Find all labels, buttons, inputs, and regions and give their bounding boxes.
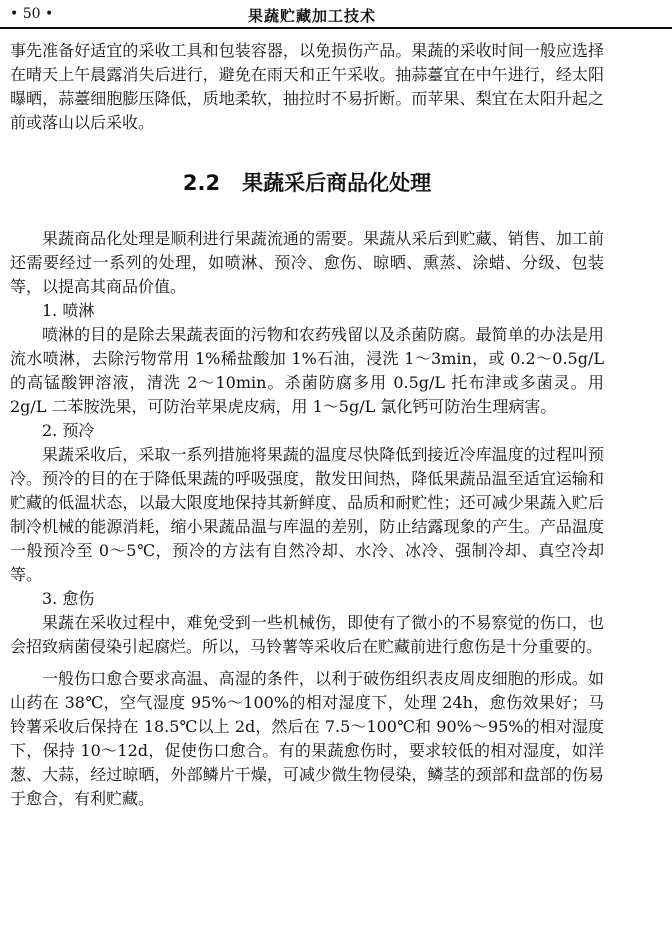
paragraph-healing: 果蔬在采收过程中，难免受到一些机械伤，即使有了微小的不易察觉的伤口，也会招致病菌侵染引起腐烂。所以，马铃薯等采收后在贮藏前进行愈伤是十分重要的。 (10, 613, 604, 656)
page-header (0, 0, 672, 34)
paragraph-continued: 事先准备好适宜的采收工具和包装容器，以免损伤产品。果蔬的采收时间一般应选择在晴天上午晨露消失后进行，避免在雨天和正午采收。抽蒜薹宜在中午进行，经太阳曝晒，蒜薹细胞膨压降低，质地柔软，抽拉时不易折断。而苹果、梨宜在太阳升起之前或落山以后采收。 (10, 41, 604, 132)
paragraph-healing-conditions: 一般伤口愈合要求高温、高湿的条件，以利于破伤组织表皮周皮细胞的形成。如山药在 38℃，空气湿度 95%～100%的相对湿度下，处理 24h，愈伤效果好；马铃薯采收后保持在 18.5℃以上 2d，然后在 7.5～100℃和 90%～95%的相对湿度下，保持 10～12d，促使伤口愈合。有的果蔬愈伤时，要求较低的相对湿度，如洋葱、大蒜，经过晾晒，外部鳞片干燥，可减少微生物侵染，鳞茎的颈部和盘部的伤易于愈合，有利贮藏。 (10, 669, 604, 808)
subheading-healing: 3. 愈伤 (42, 589, 95, 608)
section-heading (10, 169, 604, 197)
page-number: • 50 • (10, 6, 54, 22)
paragraph-spray: 喷淋的目的是除去果蔬表面的污物和农药残留以及杀菌防腐。最简单的办法是用流水喷淋，去除污物常用 1%稀盐酸加 1%石油，浸洗 1～3min，或 0.2～0.5g/L 的高锰酸钾溶液，清洗 2～10min。杀菌防腐多用 0.5g/L 托布津或多菌灵。用 2g/L 二苯胺洗果，可防治苹果虎皮病，用 1～5g/L 氯化钙可防治生理病害。 (10, 325, 604, 416)
subheading-precool: 2. 预冷 (42, 421, 95, 440)
subheading-spray: 1. 喷淋 (42, 301, 95, 320)
header-rule (0, 27, 672, 29)
section-title: 果蔬采后商品化处理 (242, 171, 432, 195)
paragraph-precool: 果蔬采收后，采取一系列措施将果蔬的温度尽快降低到接近冷库温度的过程叫预冷。预冷的目的在于降低果蔬的呼吸强度，散发田间热，降低果蔬品温至适宜运输和贮藏的低温状态，以最大限度地保持其新鲜度、品质和耐贮性；还可减少果蔬入贮后制冷机械的能源消耗，缩小果蔬品温与库温的差别，防止结露现象的产生。产品温度一般预冷至 0～5℃，预冷的方法有自然冷却、水冷、冰冷、强制冷却、真空冷却等。 (10, 445, 604, 584)
paragraph-gap (10, 659, 604, 667)
section-number: 2.2 (182, 171, 221, 195)
running-title: 果蔬贮藏加工技术 (248, 7, 377, 25)
paragraph-intro: 果蔬商品化处理是顺利进行果蔬流通的需要。果蔬从采后到贮藏、销售、加工前还需要经过一系列的处理，如喷淋、预冷、愈伤、晾晒、熏蒸、涂蜡、分级、包装等，以提高其商品价值。 (10, 229, 604, 296)
page-body (10, 39, 604, 811)
